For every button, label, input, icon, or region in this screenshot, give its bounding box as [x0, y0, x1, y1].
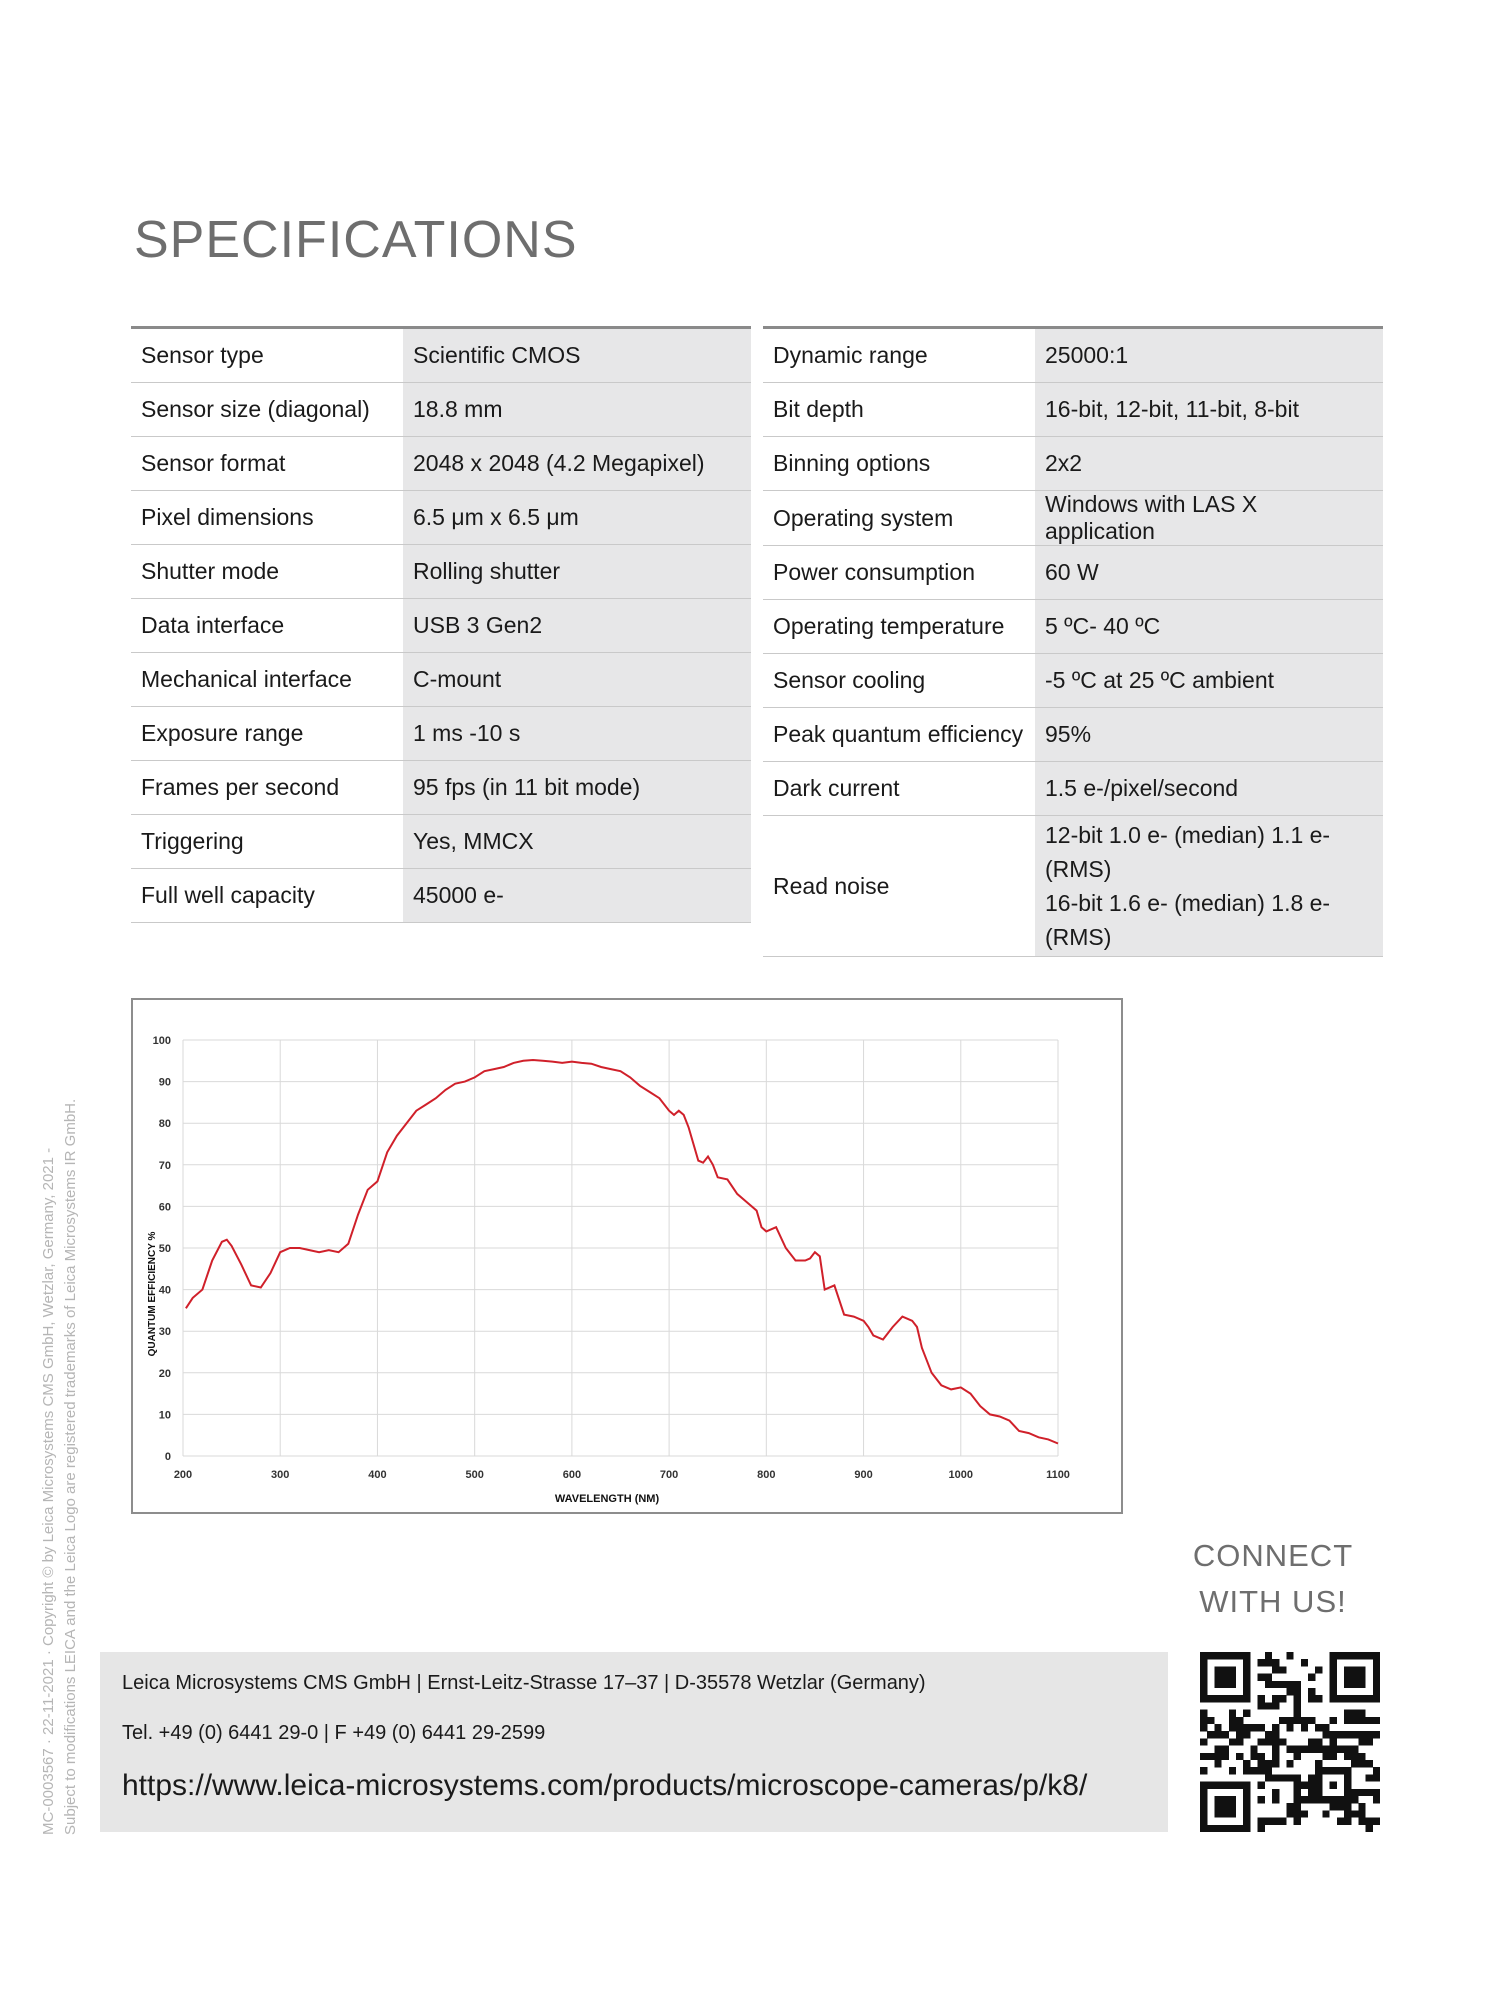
spec-value: Scientific CMOS [403, 328, 751, 383]
legal-line-1: MC-0003567 · 22-11-2021 · Copyright © by Leica Microsystems CMS GmbH, Wetzlar, Germany, 2021 - [40, 1147, 57, 1835]
spec-value: -5 ºC at 25 ºC ambient [1035, 654, 1383, 708]
y-tick-label: 20 [158, 1367, 171, 1380]
specs-table-right [763, 326, 1383, 957]
spec-label: Peak quantum efficiency [763, 708, 1035, 762]
spec-label: Triggering [131, 815, 403, 869]
spec-value [1035, 816, 1383, 957]
connect-line-1: CONNECT [1192, 1538, 1354, 1573]
spec-label: Sensor format [131, 437, 403, 491]
spec-row [763, 437, 1383, 491]
spec-label: Shutter mode [131, 545, 403, 599]
spec-row [131, 437, 751, 491]
y-tick-label: 30 [158, 1326, 171, 1339]
spec-row [131, 707, 751, 761]
spec-row [763, 383, 1383, 437]
spec-value: Windows with LAS X application [1035, 491, 1383, 546]
spec-label: Exposure range [131, 707, 403, 761]
spec-value: 25000:1 [1035, 328, 1383, 383]
footer-url-link[interactable]: https://www.leica-microsystems.com/products/microscope-cameras/p/k8/ [122, 1769, 1088, 1802]
spec-row [131, 815, 751, 869]
y-tick-label: 80 [158, 1118, 171, 1131]
y-tick-label: 40 [158, 1284, 171, 1297]
spec-row [131, 599, 751, 653]
y-tick-label: 70 [158, 1159, 171, 1172]
spec-label: Sensor size (diagonal) [131, 383, 403, 437]
x-axis-label: WAVELENGTH (NM) [554, 1493, 660, 1505]
spec-label: Data interface [131, 599, 403, 653]
x-tick-label: 900 [854, 1469, 873, 1481]
spec-value: USB 3 Gen2 [403, 599, 751, 653]
x-tick-label: 200 [173, 1469, 193, 1481]
spec-row [131, 491, 751, 545]
spec-value: 6.5 μm x 6.5 μm [403, 491, 751, 545]
spec-label: Dynamic range [763, 328, 1035, 383]
x-tick-label: 1000 [948, 1469, 974, 1481]
spec-value: 5 ºC- 40 ºC [1035, 600, 1383, 654]
connect-line-2: WITH US! [1199, 1584, 1347, 1619]
spec-row [763, 600, 1383, 654]
spec-value: 1.5 e-/pixel/second [1035, 762, 1383, 816]
spec-value: 95 fps (in 11 bit mode) [403, 761, 751, 815]
qe-chart-svg [133, 1000, 1121, 1512]
spec-label: Binning options [763, 437, 1035, 491]
spec-value: 2048 x 2048 (4.2 Megapixel) [403, 437, 751, 491]
footer-address: Leica Microsystems CMS GmbH | Ernst-Leitz-Strasse 17–37 | D-35578 Wetzlar (Germany) [122, 1672, 926, 1694]
spec-row [131, 328, 751, 383]
spec-row [763, 328, 1383, 383]
spec-row [131, 653, 751, 707]
connect-heading [1180, 1533, 1366, 1625]
spec-label: Frames per second [131, 761, 403, 815]
spec-label: Operating temperature [763, 600, 1035, 654]
spec-row [131, 545, 751, 599]
y-tick-label: 10 [158, 1409, 171, 1422]
spec-value: 18.8 mm [403, 383, 751, 437]
spec-value: 16-bit, 12-bit, 11-bit, 8-bit [1035, 383, 1383, 437]
quantum-efficiency-chart [131, 998, 1123, 1514]
spec-label: Power consumption [763, 546, 1035, 600]
spec-value: 2x2 [1035, 437, 1383, 491]
spec-row-read-noise [763, 816, 1383, 957]
legal-line-2: Subject to modifications LEICA and the Leica Logo are registered trademarks of Leica Microsystems IR GmbH. [62, 1098, 79, 1835]
x-tick-label: 800 [757, 1469, 776, 1481]
page-title: SPECIFICATIONS [134, 211, 578, 269]
y-axis-label: QUANTUM EFFICIENCY % [147, 1231, 158, 1357]
x-tick-label: 300 [271, 1469, 290, 1481]
qe-series-line [186, 1060, 1058, 1444]
spec-label: Dark current [763, 762, 1035, 816]
spec-label: Operating system [763, 491, 1035, 546]
spec-value: 45000 e- [403, 869, 751, 923]
y-tick-label: 90 [158, 1076, 171, 1089]
spec-row [763, 491, 1383, 546]
spec-value: 1 ms -10 s [403, 707, 751, 761]
x-tick-label: 500 [465, 1469, 484, 1481]
specs-table-left [131, 326, 751, 923]
y-tick-label: 100 [152, 1035, 171, 1047]
legal-sidebar [38, 1075, 82, 1835]
spec-value: Yes, MMCX [403, 815, 751, 869]
spec-row [763, 708, 1383, 762]
spec-row [131, 383, 751, 437]
spec-value: 95% [1035, 708, 1383, 762]
spec-row [131, 761, 751, 815]
spec-value: 60 W [1035, 546, 1383, 600]
footer-phone: Tel. +49 (0) 6441 29-0 | F +49 (0) 6441 29-2599 [122, 1722, 546, 1744]
spec-label: Pixel dimensions [131, 491, 403, 545]
spec-row [763, 762, 1383, 816]
x-tick-label: 600 [562, 1469, 582, 1481]
spec-label: Sensor cooling [763, 654, 1035, 708]
spec-value: C-mount [403, 653, 751, 707]
y-tick-label: 0 [164, 1451, 171, 1463]
spec-row [763, 654, 1383, 708]
x-tick-label: 700 [659, 1469, 679, 1481]
spec-row [131, 869, 751, 923]
x-tick-label: 400 [368, 1469, 387, 1481]
spec-label: Bit depth [763, 383, 1035, 437]
spec-value: Rolling shutter [403, 545, 751, 599]
x-tick-label: 1100 [1046, 1469, 1070, 1481]
spec-label: Read noise [763, 816, 1035, 957]
read-noise-line-1: 12-bit 1.0 e- (median) 1.1 e- (RMS) [1045, 822, 1331, 882]
spec-row [763, 546, 1383, 600]
y-tick-label: 60 [158, 1201, 171, 1214]
spec-label: Mechanical interface [131, 653, 403, 707]
y-tick-label: 50 [158, 1243, 171, 1255]
spec-label: Sensor type [131, 328, 403, 383]
qr-code-icon[interactable] [1200, 1652, 1380, 1832]
footer-contact-box [100, 1652, 1168, 1832]
read-noise-line-2: 16-bit 1.6 e- (median) 1.8 e- (RMS) [1045, 890, 1331, 950]
spec-label: Full well capacity [131, 869, 403, 923]
